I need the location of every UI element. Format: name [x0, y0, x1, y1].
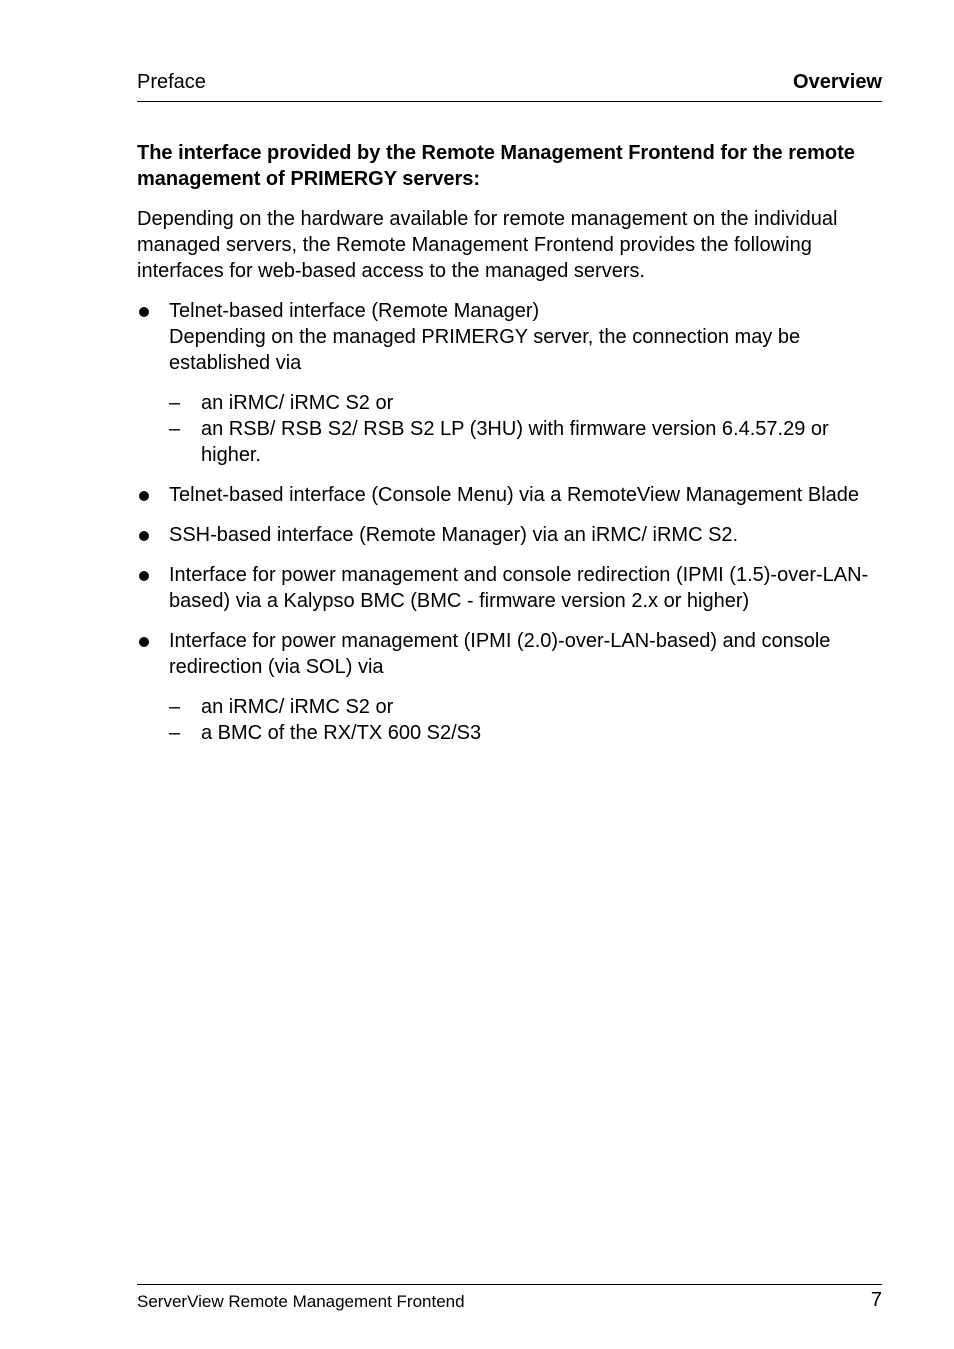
sub-list-item — [169, 720, 882, 746]
list-item — [137, 298, 882, 468]
bullet-icon — [139, 531, 149, 541]
footer-document-title: ServerView Remote Management Frontend — [137, 1292, 465, 1311]
dash-icon: – — [169, 696, 181, 718]
sub-list-item — [169, 416, 882, 468]
page-header — [137, 71, 882, 102]
sub-list-item-text: a BMC of the RX/TX 600 S2/S3 — [201, 722, 482, 744]
sub-list-item-text: an RSB/ RSB S2/ RSB S2 LP (3HU) with firmware version 6.4.57.29 or higher. — [201, 418, 829, 466]
bullet-icon — [139, 491, 149, 501]
sub-list-item-text: an iRMC/ iRMC S2 or — [201, 392, 394, 414]
sub-list-item — [169, 390, 882, 416]
header-chapter-title: Overview — [793, 71, 882, 93]
page-footer — [137, 1284, 882, 1315]
list-item-text: Depending on the managed PRIMERGY server, the connection may be established via — [169, 326, 801, 374]
list-item-text: Interface for power management (IPMI (2.0)-over-LAN-based) and console redirection (via SOL) via — [169, 630, 831, 678]
list-item-text: Telnet-based interface (Console Menu) via a RemoteView Management Blade — [169, 484, 860, 506]
list-item — [137, 562, 882, 614]
sub-list — [169, 694, 882, 746]
list-item — [137, 628, 882, 746]
list-item-title: Telnet-based interface (Remote Manager) — [169, 300, 540, 322]
list-item — [137, 482, 882, 508]
interface-list — [137, 298, 882, 746]
bullet-icon — [139, 307, 149, 317]
bullet-icon — [139, 637, 149, 647]
bullet-icon — [139, 571, 149, 581]
list-item-text: Interface for power management and console redirection (IPMI (1.5)-over-LAN-based) via a Kalypso BMC (BMC - firmware version 2.x or higher) — [169, 564, 869, 612]
sub-list-item — [169, 694, 882, 720]
sub-list-item-text: an iRMC/ iRMC S2 or — [201, 696, 394, 718]
page-number: 7 — [870, 1289, 882, 1311]
intro-paragraph: Depending on the hardware available for remote management on the individual managed servers, the Remote Management Frontend provides the following interfaces for web-based access to the managed servers. — [137, 208, 838, 282]
header-section-title: Preface — [137, 71, 206, 93]
dash-icon: – — [169, 418, 181, 440]
page-content — [137, 140, 882, 760]
sub-list — [169, 390, 882, 468]
list-item-text: SSH-based interface (Remote Manager) via an iRMC/ iRMC S2. — [169, 524, 739, 546]
dash-icon: – — [169, 392, 181, 414]
section-heading: The interface provided by the Remote Management Frontend for the remote management of PRIMERGY servers: — [137, 142, 855, 190]
list-item — [137, 522, 882, 548]
dash-icon: – — [169, 722, 181, 744]
